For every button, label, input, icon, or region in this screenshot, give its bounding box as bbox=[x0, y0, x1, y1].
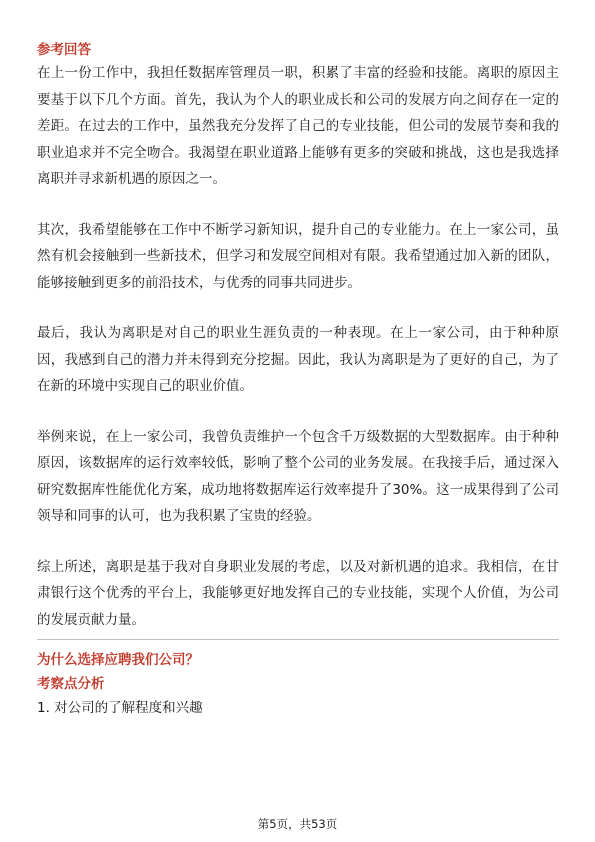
section-heading: 参考回答 bbox=[37, 42, 91, 58]
paragraph-3: 最后，我认为离职是对自己的职业生涯负责的一种表现。在上一家公司，由于种种原因，我感到自己的潜力并未得到充分挖掘。因此，我认为离职是为了更好的自己，为了在新的环境中实现自己的职业价值。 bbox=[37, 325, 559, 394]
page-footer: 第5页，共53页 bbox=[257, 817, 338, 831]
analysis-item: 1. 对公司的了解程度和兴趣 bbox=[37, 700, 203, 716]
analysis-heading: 考察点分析 bbox=[37, 676, 105, 692]
section-divider bbox=[37, 639, 559, 640]
paragraph-2: 其次，我希望能够在工作中不断学习新知识，提升自己的专业能力。在上一家公司，虽然有机会接触到一些新技术，但学习和发展空间相对有限。我希望通过加入新的团队，能够接触到更多的前沿技术，与优秀的同事共同进步。 bbox=[37, 221, 559, 291]
paragraph-4: 举例来说，在上一家公司，我曾负责维护一个包含千万级数据的大型数据库。由于种种原因，该数据库的运行效率较低，影响了整个公司的业务发展。在我接手后，通过深入研究数据库性能优化方案，成功地将数据库运行效率提升了30%。这一成果得到了公司领导和同事的认可，也为我积累了宝贵的经验。 bbox=[37, 428, 559, 524]
content-area bbox=[37, 40, 559, 720]
paragraph-5: 综上所述，离职是基于我对自身职业发展的考虑，以及对新机遇的追求。我相信，在甘肃银行这个优秀的平台上，我能够更好地发挥自己的专业技能，实现个人价值，为公司的发展贡献力量。 bbox=[37, 558, 559, 628]
paragraph-1: 在上一份工作中，我担任数据库管理员一职，积累了丰富的经验和技能。离职的原因主要基于以下几个方面。首先，我认为个人的职业成长和公司的发展方向之间存在一定的差距。在过去的工作中，虽然我充分发挥了自己的专业技能，但公司的发展节奏和我的职业追求并不完全吻合。我渴望在职业道路上能够有更多的突破和挑战，这也是我选择离职并寻求新机遇的原因之一。 bbox=[37, 65, 559, 187]
question-title: 为什么选择应聘我们公司？ bbox=[37, 652, 199, 668]
